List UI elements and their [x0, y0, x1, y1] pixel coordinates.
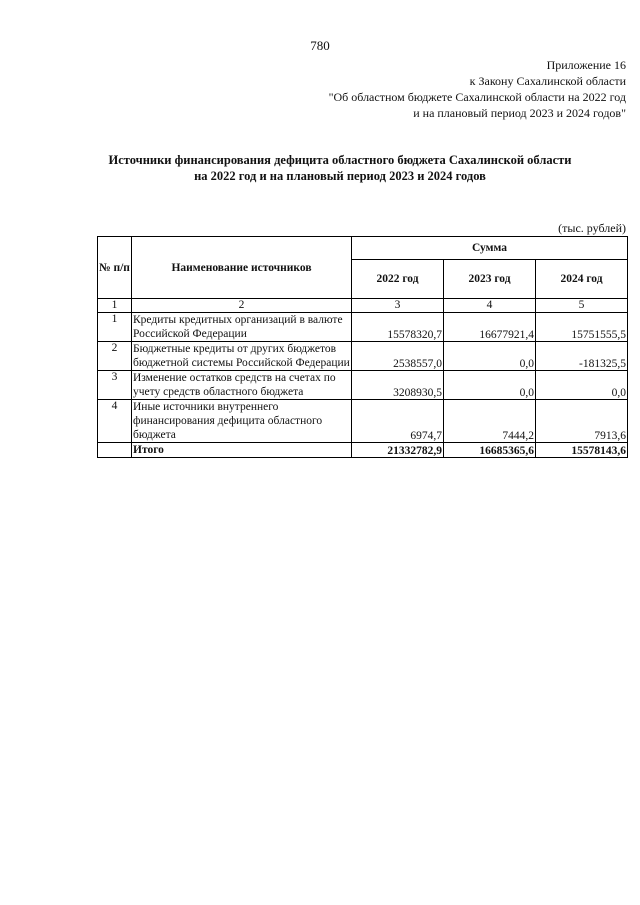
source-name: Изменение остатков средств на счетах по учету средств областного бюджета — [132, 371, 352, 400]
appendix-line-3: "Об областном бюджете Сахалинской области на 2022 год — [328, 90, 626, 104]
appendix-line-1: Приложение 16 — [546, 58, 626, 72]
amount-2024: 7913,6 — [536, 400, 628, 443]
column-index: 2 — [132, 299, 352, 313]
amount-2024: 0,0 — [536, 371, 628, 400]
header-sum: Сумма — [352, 237, 628, 260]
table-row — [98, 371, 628, 400]
source-name: Иные источники внутреннего финансирования дефицита областного бюджета — [132, 400, 352, 443]
row-number: 2 — [98, 342, 132, 371]
header-year-2023: 2023 год — [444, 260, 536, 299]
total-label: Итого — [132, 443, 352, 458]
appendix-line-4: и на плановый период 2023 и 2024 годов" — [413, 106, 626, 120]
table-row — [98, 400, 628, 443]
amount-2024: -181325,5 — [536, 342, 628, 371]
document-title — [60, 152, 620, 184]
amount-2022: 2538557,0 — [352, 342, 444, 371]
page-number: 780 — [310, 38, 330, 53]
amount-2023: 16677921,4 — [444, 313, 536, 342]
column-index: 1 — [98, 299, 132, 313]
header-num: № п/п — [98, 237, 132, 299]
title-line-1: Источники финансирования дефицита областного бюджета Сахалинской области — [108, 153, 572, 167]
column-index: 4 — [444, 299, 536, 313]
total-2022: 21332782,9 — [352, 443, 444, 458]
total-2024: 15578143,6 — [536, 443, 628, 458]
row-number: 3 — [98, 371, 132, 400]
source-name: Бюджетные кредиты от других бюджетов бюджетной системы Российской Федерации — [133, 343, 350, 369]
budget-sources-table — [97, 236, 628, 458]
amount-2024: 15751555,5 — [536, 313, 628, 342]
header-name: Наименование источников — [132, 237, 352, 299]
row-number: 4 — [98, 400, 132, 443]
title-line-2: на 2022 год и на плановый период 2023 и 2024 годов — [194, 169, 486, 183]
total-row — [98, 443, 628, 458]
header-year-2022: 2022 год — [352, 260, 444, 299]
amount-2023: 0,0 — [444, 342, 536, 371]
amount-2022: 6974,7 — [352, 400, 444, 443]
column-index: 3 — [352, 299, 444, 313]
amount-2023: 0,0 — [444, 371, 536, 400]
total-num-empty — [98, 443, 132, 458]
source-name: Кредиты кредитных организаций в валюте Российской Федерации — [132, 313, 352, 342]
table-row — [98, 342, 628, 371]
column-index: 5 — [536, 299, 628, 313]
amount-2023: 7444,2 — [444, 400, 536, 443]
amount-2022: 3208930,5 — [352, 371, 444, 400]
appendix-line-2: к Закону Сахалинской области — [469, 74, 626, 88]
column-index-row — [98, 299, 628, 313]
total-2023: 16685365,6 — [444, 443, 536, 458]
amount-2022: 15578320,7 — [352, 313, 444, 342]
appendix-header — [329, 57, 626, 121]
row-number: 1 — [98, 313, 132, 342]
header-year-2024: 2024 год — [536, 260, 628, 299]
table-row — [98, 313, 628, 342]
units-label: (тыс. рублей) — [558, 221, 626, 235]
